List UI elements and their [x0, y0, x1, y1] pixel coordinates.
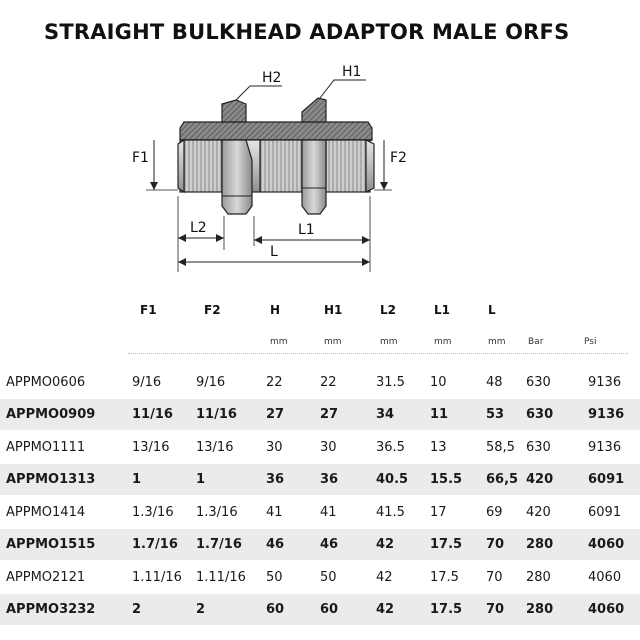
cell-l2: 42	[376, 570, 393, 585]
cell-l2: 31.5	[376, 375, 405, 390]
cell-psi: 4060	[588, 602, 625, 617]
hex-h1	[302, 140, 326, 214]
cell-bar: 420	[526, 472, 554, 487]
table-row	[0, 562, 640, 593]
cell-h: 50	[266, 570, 283, 585]
cell-l: 58,5	[486, 440, 515, 455]
cell-l1: 10	[430, 375, 447, 390]
cell-h1: 30	[320, 440, 337, 455]
cell-l2: 40.5	[376, 472, 409, 487]
cell-h1: 50	[320, 570, 337, 585]
cell-h1: 36	[320, 472, 339, 487]
label-h1: H1	[342, 64, 362, 80]
cell-h: 41	[266, 505, 283, 520]
cell-code: APPMO1414	[6, 505, 86, 520]
unit-h: mm	[270, 337, 288, 347]
cell-l: 66,5	[486, 472, 519, 487]
cell-l1: 17.5	[430, 570, 459, 585]
cell-f1: 13/16	[132, 440, 170, 455]
cell-psi: 9136	[588, 407, 625, 422]
cell-f2: 1.3/16	[196, 505, 238, 520]
dim-f1	[146, 140, 178, 190]
cell-l2: 34	[376, 407, 395, 422]
cell-psi: 6091	[588, 472, 625, 487]
fitting-body	[178, 140, 374, 192]
label-l1: L1	[298, 222, 315, 238]
cell-f1: 9/16	[132, 375, 162, 390]
unit-l2: mm	[380, 337, 398, 347]
cell-f2: 1	[196, 472, 206, 487]
cell-h: 30	[266, 440, 283, 455]
cell-bar: 630	[526, 407, 554, 422]
cell-l: 53	[486, 407, 505, 422]
cell-l: 48	[486, 375, 503, 390]
col-header-h1: H1	[324, 303, 343, 317]
cell-l1: 11	[430, 407, 449, 422]
cell-psi: 4060	[588, 570, 622, 585]
cell-f2: 11/16	[196, 407, 237, 422]
cell-l2: 42	[376, 602, 395, 617]
cell-l1: 13	[430, 440, 447, 455]
col-header-l: L	[488, 303, 496, 317]
cell-h: 36	[266, 472, 285, 487]
label-f1: F1	[132, 150, 149, 166]
cell-f2: 1.7/16	[196, 537, 242, 552]
cell-h1: 41	[320, 505, 337, 520]
cell-f1: 1	[132, 472, 142, 487]
table-row	[0, 497, 640, 528]
table-row	[0, 464, 640, 495]
cell-psi: 4060	[588, 537, 625, 552]
unit-bar: Bar	[528, 337, 544, 347]
cell-bar: 280	[526, 602, 554, 617]
cell-code: APPMO1111	[6, 440, 86, 455]
label-h2: H2	[262, 70, 282, 86]
cell-h: 46	[266, 537, 285, 552]
cell-f1: 1.11/16	[132, 570, 182, 585]
table-row	[0, 367, 640, 398]
cell-psi: 9136	[588, 440, 622, 455]
cell-l1: 17.5	[430, 602, 463, 617]
cell-code: APPMO2121	[6, 570, 86, 585]
label-l2: L2	[190, 220, 207, 236]
cell-l2: 42	[376, 537, 395, 552]
cell-code: APPMO1515	[6, 537, 96, 552]
cell-l2: 41.5	[376, 505, 405, 520]
cell-l1: 17	[430, 505, 447, 520]
cell-psi: 6091	[588, 505, 622, 520]
col-header-h: H	[270, 303, 281, 317]
cell-l: 70	[486, 570, 503, 585]
cell-f1: 1.7/16	[132, 537, 178, 552]
cell-bar: 420	[526, 505, 551, 520]
section-cutaway	[180, 98, 372, 140]
page-title: STRAIGHT BULKHEAD ADAPTOR MALE ORFS	[44, 20, 570, 44]
unit-psi: Psi	[584, 337, 597, 347]
unit-h1: mm	[324, 337, 342, 347]
unit-l: mm	[488, 337, 506, 347]
table-row	[0, 529, 640, 560]
cell-l1: 17.5	[430, 537, 463, 552]
cell-h1: 46	[320, 537, 339, 552]
cell-h: 22	[266, 375, 283, 390]
label-f2: F2	[390, 150, 407, 166]
cell-l2: 36.5	[376, 440, 405, 455]
cell-f2: 13/16	[196, 440, 234, 455]
cell-bar: 280	[526, 570, 551, 585]
table-row	[0, 432, 640, 463]
cell-f1: 1.3/16	[132, 505, 174, 520]
cell-l1: 15.5	[430, 472, 463, 487]
cell-code: APPMO0909	[6, 407, 96, 422]
table-row	[0, 594, 640, 625]
cell-h1: 22	[320, 375, 337, 390]
table-row	[0, 399, 640, 430]
cell-bar: 280	[526, 537, 554, 552]
label-l: L	[270, 244, 278, 260]
col-header-f2: F2	[204, 303, 221, 317]
hex-h2	[222, 140, 252, 214]
cell-l: 69	[486, 505, 503, 520]
cell-psi: 9136	[588, 375, 622, 390]
col-header-l1: L1	[434, 303, 450, 317]
cell-h: 27	[266, 407, 285, 422]
cell-f2: 2	[196, 602, 206, 617]
cell-code: APPMO1313	[6, 472, 96, 487]
cell-code: APPMO0606	[6, 375, 86, 390]
cell-bar: 630	[526, 440, 551, 455]
cell-f2: 1.11/16	[196, 570, 246, 585]
fitting-technical-drawing	[0, 0, 640, 290]
header-divider	[128, 353, 628, 354]
cell-h1: 27	[320, 407, 339, 422]
cell-f1: 11/16	[132, 407, 173, 422]
unit-l1: mm	[434, 337, 452, 347]
cell-f1: 2	[132, 602, 142, 617]
col-header-l2: L2	[380, 303, 396, 317]
col-header-f1: F1	[140, 303, 157, 317]
cell-l: 70	[486, 602, 505, 617]
cell-h: 60	[266, 602, 285, 617]
cell-h1: 60	[320, 602, 339, 617]
cell-l: 70	[486, 537, 505, 552]
cell-code: APPMO3232	[6, 602, 96, 617]
cell-bar: 630	[526, 375, 551, 390]
cell-f2: 9/16	[196, 375, 226, 390]
